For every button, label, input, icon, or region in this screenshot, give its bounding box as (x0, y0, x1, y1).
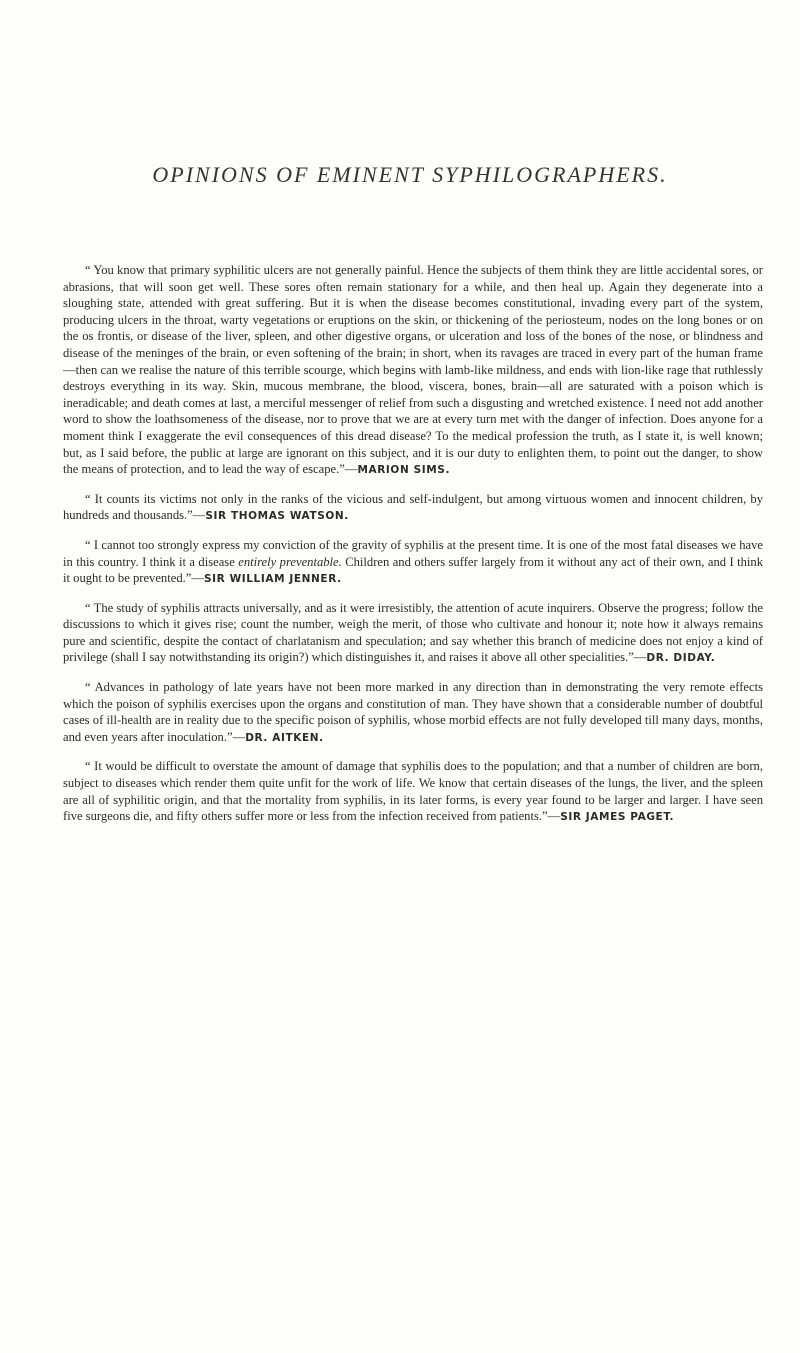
quote-author: SIR WILLIAM JENNER. (203, 573, 342, 586)
quote-author: SIR JAMES PAGET. (560, 811, 675, 824)
quote-author: DR. AITKEN. (245, 731, 324, 744)
page-title: OPINIONS OF EMINENT SYPHILOGRAPHERS. (152, 162, 668, 187)
quote-marion-sims (63, 262, 763, 479)
quote-author: SIR THOMAS WATSON. (205, 510, 349, 523)
quote-text: “ It counts its victims not only in the ranks of the vicious and self-indulgent, but among virtuous women and innocent children, by hundreds and thousands.”— (63, 491, 763, 523)
quote-text: “ It would be difficult to overstate the amount of damage that syphilis does to the population; and that a number of children are born, subject to diseases which render them quite unfit for the work of life. We know that certain diseases of the lungs, the liver, and the spleen are all of syphilitic origin, and that the mortality from syphilis, in its later forms, is every year found to be larger and larger. I have seen five surgeons die, and fifty others suffer more or less from the infection received from patients.”— (63, 759, 763, 824)
quote-james-paget (63, 758, 763, 825)
quote-aitken (63, 679, 763, 746)
quote-text: “ The study of syphilis attracts universally, and as it were irresistibly, the attention of acute inquirers. Observe the progress; follow the discussions to which it gives rise; count the number, weigh the merit, of those who cultivate and honour it; note how it always remains pure and scientific, despite the contact of charlatanism and speculation; and say whether this branch of medicine does not enjoy a kind of privilege (shall I say notwithstanding its origin?) which distinguishes it, and raises it above all other specialities.”— (63, 600, 763, 665)
quote-author: MARION SIMS. (357, 464, 451, 477)
quote-author: DR. DIDAY. (646, 652, 716, 665)
quote-text: “ I cannot too strongly express my conviction of the gravity of syphilis at the present time. It is one of the most fatal diseases we have in this country. I think it a disease (63, 537, 763, 569)
quote-william-jenner (63, 537, 763, 588)
quote-text: “ You know that primary syphilitic ulcers are not generally painful. Hence the subjects of them think they are little accidental sores, or abrasions, that will soon get well. These sores often remain stationary for a while, and then heal up. Again they degenerate into a sloughing state, attended with great suffering. But it is when the disease becomes constitutional, invading every part of the system, producing ulcers in the throat, warty vegetations or eruptions on the skin, or thickening of the periosteum, nodes on the long bones or on the os frontis, or disease of the liver, spleen, and other digestive organs, or ulceration and loss of the bones of the nose, or blindness and disease of the meninges of the brain, or even softening of the brain; in short, when its ravages are traced in every part of the human frame—then can we realise the nature of this terrible scourge, which begins with lamb-like mildness, and ends with lion-like rage that ruthlessly destroys everything in its way. Skin, mucous membrane, the blood, viscera, bones, brain—all are saturated with a poison which is ineradicable; and death comes at last, a merciful messenger of relief from such a disgusting and wretched existence. I need not add another word to show the loathsomeness of the disease, nor to prove that we are at every turn met with the danger of infection. Does anyone for a moment think I exaggerate the evil consequences of this dread disease? To the medical profession the truth, as I state it, is well known; but, as I said before, the public at large are ignorant on this subject, and it is our duty to enlighten them, to point out the danger, to show the means of protection, and to lead the way of escape.”— (63, 263, 763, 477)
quote-thomas-watson (63, 491, 763, 525)
quote-text: “ Advances in pathology of late years have not been more marked in any direction than in demonstrating the very remote effects which the poison of syphilis exercises upon the organs and constitution of man. They have shown that a considerable number of doubtful cases of ill-health are in reality due to the specific poison of syphilis, whose morbid effects are not fully developed till many days, months, and even years after inoculation.”— (63, 680, 763, 744)
quotes-section (63, 262, 763, 838)
quote-diday (63, 600, 763, 667)
quote-text-continued: Children and others suffer largely from it without any act of their own, and I think it ought to be prevented.”— (63, 554, 763, 586)
quote-emphasis: entirely preventable. (238, 554, 342, 569)
